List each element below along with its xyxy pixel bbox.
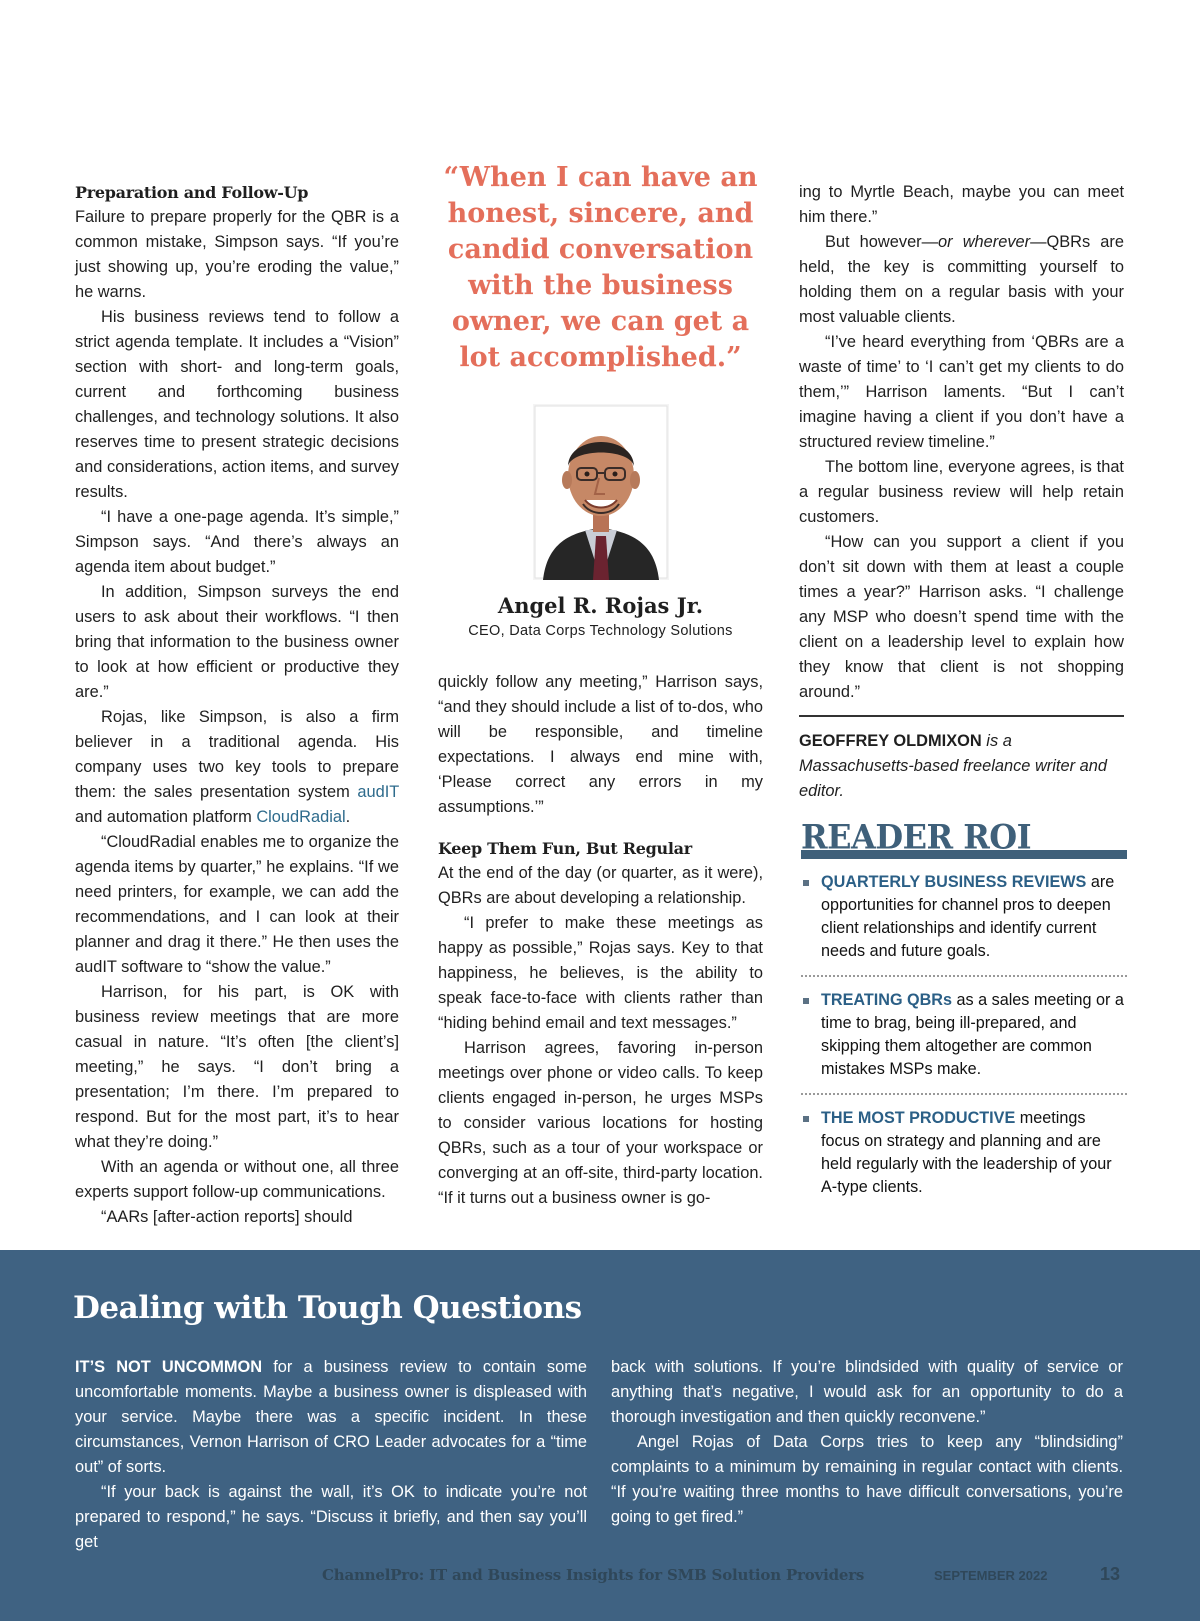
- sidebar-title: Dealing with Tough Questions: [73, 1290, 582, 1326]
- portrait-photo: [533, 404, 669, 580]
- paragraph: “CloudRadial enables me to organize the agenda items by quarter,” he explains. “If we need printers, for example, we can add the recommendations, and I can look at their planner and drag it there.” He then uses the audIT software to “show the value.”: [75, 833, 399, 976]
- paragraph: At the end of the day (or quarter, as it were), QBRs are about developing a relationship.: [438, 864, 763, 907]
- paragraph: back with solutions. If you’re blindsided with quality of service or anything that’s negative, I would ask for an opportunity to do a thorough investigation and then quickly reconvene.”: [611, 1358, 1123, 1426]
- text-run: .: [345, 808, 351, 826]
- text-run: for a business review to contain some uncomfortable moments. Maybe a business owner is displeased with your service. Maybe there was a specific incident. In these circumstances, Vernon Harrison of CRO Leader advocates for a “time out” of sorts.: [75, 1358, 587, 1476]
- roi-item-lead: QUARTERLY BUSINESS REVIEWS: [821, 873, 1087, 891]
- spacer: [438, 820, 763, 836]
- roi-item: [801, 859, 1127, 977]
- article-column-2: [438, 160, 763, 1211]
- bullet-icon: [803, 998, 809, 1004]
- text-run: and automation platform: [75, 808, 257, 826]
- page-footer: [0, 1566, 1200, 1596]
- paragraph: ing to Myrtle Beach, maybe you can meet him there.”: [799, 183, 1124, 226]
- paragraph: “If your back is against the wall, it’s OK to indicate you’re not prepared to respond,” he says. “Discuss it briefly, and then say you’ll get: [75, 1483, 587, 1551]
- roi-item-lead: THE MOST PRODUCTIVE: [821, 1109, 1016, 1127]
- text-run: But however—: [825, 233, 939, 251]
- lead-in: IT’S NOT UNCOMMON: [75, 1358, 263, 1376]
- section-heading: Preparation and Follow-Up: [75, 183, 309, 202]
- roi-item: [801, 977, 1127, 1095]
- pull-quote: “When I can have an honest, sincere, and candid conversation with the business owner, we can get a lot accomplished.”: [443, 162, 758, 373]
- paragraph: “I’ve heard everything from ‘QBRs are a waste of time’ to ‘I can’t get my clients to do them,’” Harrison laments. “But I can’t imagine having a client if you don’t have a structured review timeline.”: [799, 333, 1124, 451]
- paragraph: [799, 230, 1124, 330]
- roi-item: [801, 1095, 1127, 1211]
- paragraph: “How can you support a client if you don’t sit down with them at least a couple times a year?” Harrison asks. “I challenge any MSP who doesn’t spend time with the client on a leadership level to explain how they know that client is not shopping around.”: [799, 533, 1124, 701]
- paragraph: quickly follow any meeting,” Harrison says, “and they should include a list of to-dos, who will be responsible, and timeline expectations. I always end mine with, ‘Please correct any errors in my assumptions.’”: [438, 673, 763, 816]
- text-run: —QBRs are held, the key is committing yourself to holding them on a regular basis with your most valuable clients.: [799, 233, 1124, 326]
- author-name: GEOFFREY OLDMIXON: [799, 732, 982, 750]
- page-number: 13: [1100, 1564, 1121, 1584]
- paragraph: “AARs [after-action reports] should: [101, 1208, 353, 1226]
- author-description: is a Massachusetts-based freelance writer and editor.: [799, 732, 1107, 800]
- issue-date: SEPTEMBER 2022: [934, 1568, 1048, 1583]
- bullet-icon: [803, 1116, 809, 1122]
- author-bio: [799, 715, 1124, 804]
- paragraph: His business reviews tend to follow a strict agenda template. It includes a “Vision” section with short- and long-term goals, current and forthcoming business challenges, and technology solutions. It also reserves time to present strategic decisions and considerations, action items, and survey results.: [75, 308, 399, 501]
- paragraph: Angel Rojas of Data Corps tries to keep any “blindsiding” complaints to a minimum by remaining in regular contact with clients. “If you’re waiting three months to have difficult conversations, you’re going to get fired.”: [611, 1433, 1123, 1526]
- paragraph: In addition, Simpson surveys the end users to ask about their workflows. “I then bring that information to the business owner to look at how efficient or productive they are.”: [75, 583, 399, 701]
- roi-item-text: as a sales meeting or a time to brag, being ill-prepared, and skipping them altogether are common mistakes MSPs make.: [821, 991, 1124, 1078]
- sidebar-panel: [0, 1250, 1200, 1621]
- reader-roi-title: READER ROI: [801, 817, 1032, 857]
- bullet-icon: [803, 880, 809, 886]
- paragraph: With an agenda or without one, all three experts support follow-up communications.: [75, 1158, 399, 1201]
- roi-item-text: are opportunities for channel pros to deepen client relationships and identify current needs and future goals.: [821, 873, 1115, 960]
- publication-name: ChannelPro: IT and Business Insights for SMB Solution Providers: [322, 1566, 865, 1584]
- audit-link[interactable]: audIT: [357, 783, 399, 801]
- paragraph: The bottom line, everyone agrees, is that a regular business review will help retain customers.: [799, 458, 1124, 526]
- section-heading: Keep Them Fun, But Regular: [438, 839, 692, 858]
- article-column-1: [75, 180, 399, 1230]
- paragraph-with-links: [75, 705, 399, 830]
- paragraph: [75, 1355, 587, 1480]
- roi-item-text: meetings focus on strategy and planning and are held regularly with the leadership of your A-type clients.: [821, 1109, 1112, 1196]
- person-title: CEO, Data Corps Technology Solutions: [468, 623, 733, 639]
- cloudradial-link[interactable]: CloudRadial: [256, 808, 346, 826]
- person-name: Angel R. Rojas Jr.: [497, 593, 704, 618]
- paragraph: Harrison, for his part, is OK with business review meetings that are more casual in nature. “It’s often [the client’s] meeting,” he says. “I don’t bring a presentation; I’m there. I’m prepared to respond. But for the most part, it’s to hear what they’re doing.”: [75, 983, 399, 1151]
- roi-item-lead: TREATING QBRs: [821, 991, 953, 1009]
- paragraph: Harrison agrees, favoring in-person meetings over phone or video calls. To keep clients engaged in-person, he urges MSPs to consider various locations for hosting QBRs, such as a tour of your workspace or converging at an off-site, third-party location. “If it turns out a business owner is go-: [438, 1039, 763, 1207]
- paragraph: “I have a one-page agenda. It’s simple,” Simpson says. “And there’s always an agenda item about budget.”: [75, 508, 399, 576]
- text-run: Rojas, like Simpson, is also a firm believer in a traditional agenda. His company uses two key tools to prepare them: the sales presentation system: [75, 708, 399, 801]
- italic-text: or wherever: [938, 233, 1031, 251]
- article-column-3: [799, 180, 1124, 804]
- sidebar-column-1: [75, 1355, 587, 1555]
- sidebar-column-2: [611, 1355, 1123, 1530]
- paragraph: “I prefer to make these meetings as happy as possible,” Rojas says. Key to that happiness, he believes, is the ability to speak face-to-face with clients rather than “hiding behind email and text messages.”: [438, 914, 763, 1032]
- paragraph: Failure to prepare properly for the QBR is a common mistake, Simpson says. “If you’re just showing up, you’re eroding the value,” he warns.: [75, 208, 399, 301]
- reader-roi-box: [801, 817, 1127, 1211]
